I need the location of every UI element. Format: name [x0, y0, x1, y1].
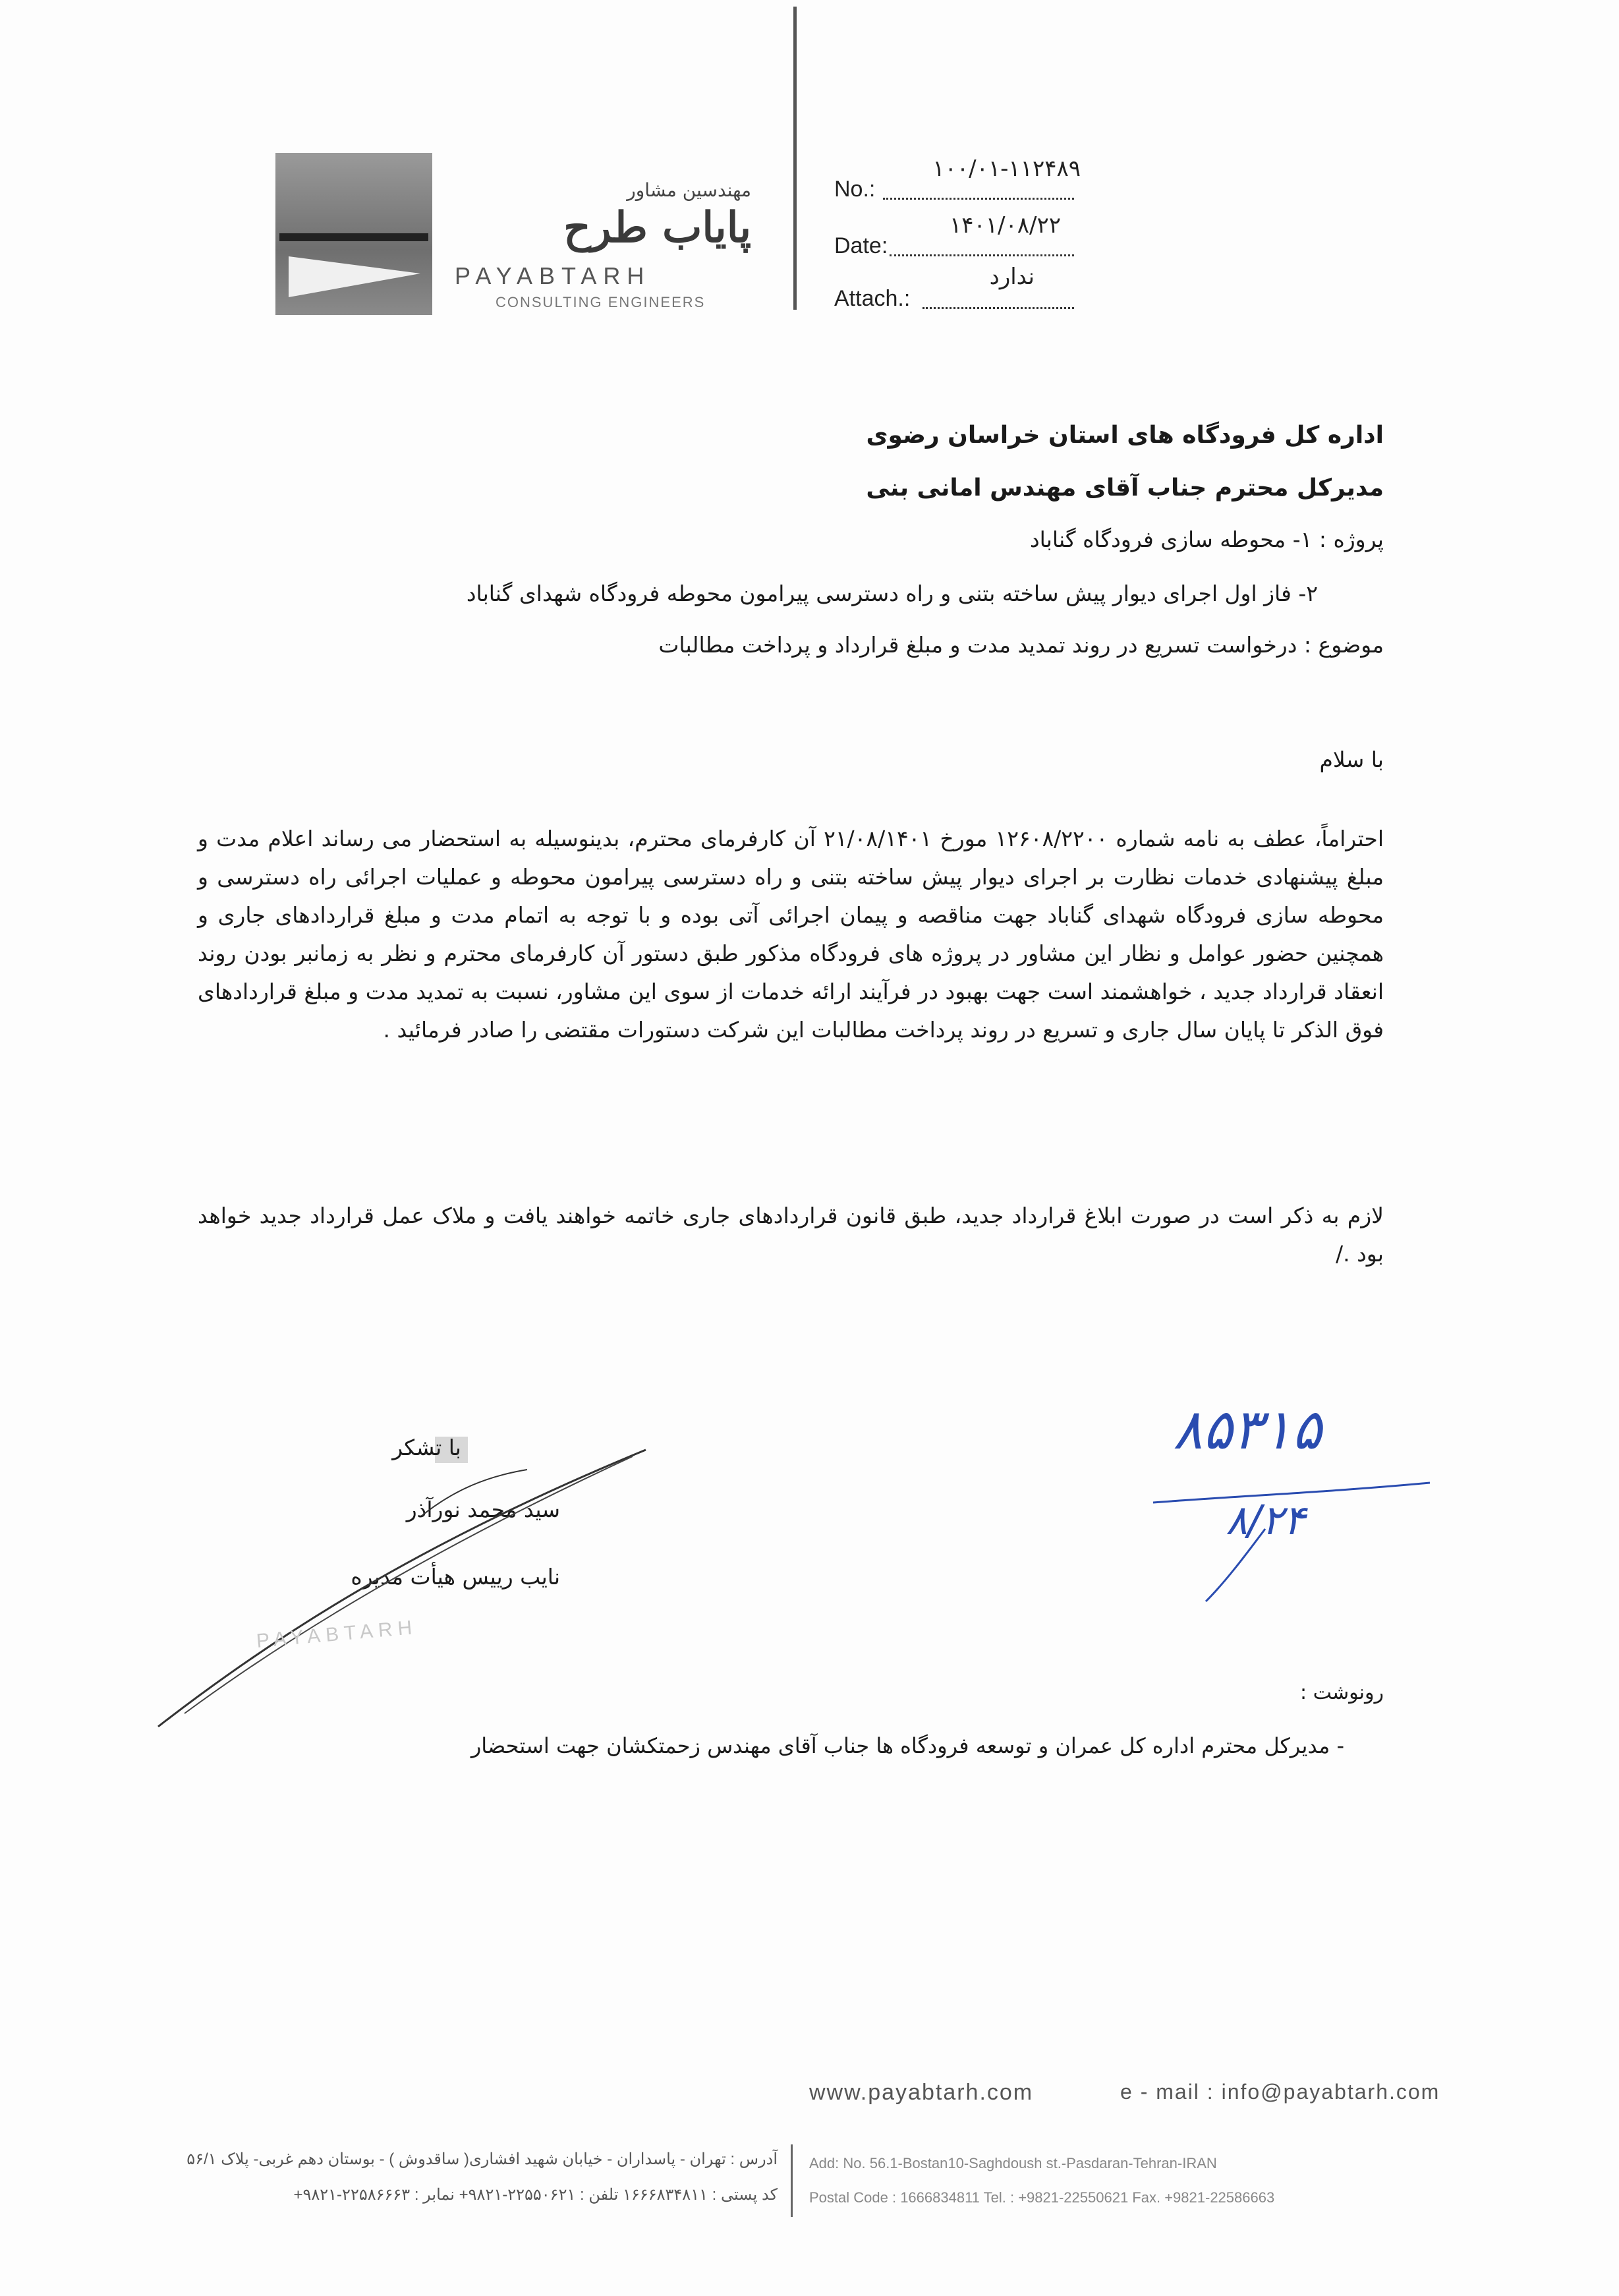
recipient-person: مدیرکل محترم جناب آقای مهندس امانی بنی — [866, 474, 1384, 502]
letter-date-value: ۱۴۰۱/۰۸/۲۲ — [949, 212, 1061, 239]
letter-date-dots — [890, 254, 1074, 256]
letter-date-label: Date: — [834, 233, 888, 258]
greeting: با سلام — [1319, 747, 1384, 772]
handwritten-date: ۸/۲۴ — [1226, 1496, 1305, 1544]
logo-subtitle-en: CONSULTING ENGINEERS — [496, 294, 706, 310]
recipient-org: اداره کل فرودگاه های استان خراسان رضوی — [866, 422, 1384, 449]
footer-email: e - mail : info@payabtarh.com — [1120, 2080, 1440, 2104]
footer-divider — [791, 2144, 793, 2217]
signature-scribble — [145, 1437, 659, 1740]
attachment-dots — [923, 307, 1074, 309]
footer-phones-fa: کد پستی : ۱۶۶۶۸۳۴۸۱۱ تلفن : ۲۲۵۵۰۶۲۱-۹۸۲۱+ نمابر : ۲۲۵۸۶۶۶۳-۹۸۲۱+ — [293, 2186, 778, 2204]
company-logo — [275, 153, 432, 315]
signature-thanks: با تشکر — [392, 1435, 461, 1460]
footer-website: www.payabtarh.com — [809, 2080, 1034, 2105]
logo-subtitle-fa: مهندسین مشاور — [627, 179, 751, 201]
footer-phones-en: Postal Code : 1666834811 Tel. : +9821-22550621 Fax. +9821-22586663 — [809, 2189, 1275, 2206]
header-divider — [793, 7, 797, 310]
letter-number-dots — [883, 198, 1074, 200]
handwritten-registration-number: ۸۵۳۱۵ — [1173, 1397, 1322, 1462]
attachment-label: Attach.: — [834, 286, 911, 311]
cc-label: رونوشت : — [1299, 1681, 1384, 1704]
attachment-value: ندارد — [989, 264, 1035, 290]
cc-line-1: - مدیرکل محترم اداره کل عمران و توسعه فرودگاه ها جناب آقای مهندس زحمتکشان جهت استحضار — [470, 1733, 1344, 1758]
logo-name-fa: پایاب طرح — [563, 203, 751, 252]
footer-address-en: Add: No. 56.1-Bostan10-Saghdoush st.-Pasdaran-Tehran-IRAN — [809, 2155, 1217, 2171]
svg-text:PAYABTARH: PAYABTARH — [255, 1616, 418, 1652]
logo-name-en: PAYABTARH — [455, 262, 651, 289]
project-line-2: ۲- فاز اول اجرای دیوار پیش ساخته بتنی و راه دسترسی پیرامون محوطه فرودگاه شهدای گناباد — [466, 581, 1318, 606]
signer-name: سید محمد نورآذر — [406, 1497, 560, 1522]
letter-number-label: No.: — [834, 177, 876, 202]
footer-address-fa: آدرس : تهران - پاسداران - خیابان شهید افشاری( ساقدوش ) - بوستان دهم غربی- پلاک ۵۶/۱ — [186, 2150, 778, 2168]
body-paragraph: احتراماً، عطف به نامه شماره ۱۲۶۰۸/۲۲۰۰ مورخ ۲۱/۰۸/۱۴۰۱ آن کارفرمای محترم، بدینوسیله به استحضار می رساند اعلام مدت و مبلغ پیشنهادی خدمات نظارت بر اجرای دیوار پیش ساخته بتنی و راه دسترسی پیرامون محوطه و عملیات اجرائی راه دسترسی و محوطه سازی فرودگاه شهدای گناباد جهت مناقصه و پیمان اجرائی آتی بوده و با توجه به اتمام مدت و مبلغ قراردادهای جاری و همچنین حضور عوامل و نظار این مشاور در پروژه های فرودگاه مذکور طبق دستور آن کارفرمای محترم و نظر به زمانبر بودن روند انعقاد قرارداد جدید ، خواهشمند است جهت بهبود در فرآیند ارائه خدمات از سوی این مشاور، نسبت به تمدید مدت و مبلغ قراردادهای فوق الذکر تا پایان سال جاری و تسریع در روند پرداخت مطالبات این شرکت دستورات مقتضی را صادر فرمائید . — [198, 826, 1384, 1043]
project-line-1: پروژه : ۱- محوطه سازی فرودگاه گناباد — [1029, 527, 1384, 552]
closing-paragraph: لازم به ذکر است در صورت ابلاغ قرارداد جدید، طبق قانون قراردادهای جاری خاتمه خواهند یافت و ملاک عمل قرارداد جدید خواهد بود ./ — [198, 1203, 1384, 1267]
letter-number-value: ۱۰۰/۰۱-۱۱۲۴۸۹ — [932, 156, 1081, 182]
handwritten-stroke — [1199, 1516, 1278, 1608]
signer-title: نایب رییس هیأت مدیره — [351, 1564, 560, 1590]
subject-line: موضوع : درخواست تسریع در روند تمدید مدت و مبلغ قرارداد و پرداخت مطالبات — [658, 632, 1384, 658]
